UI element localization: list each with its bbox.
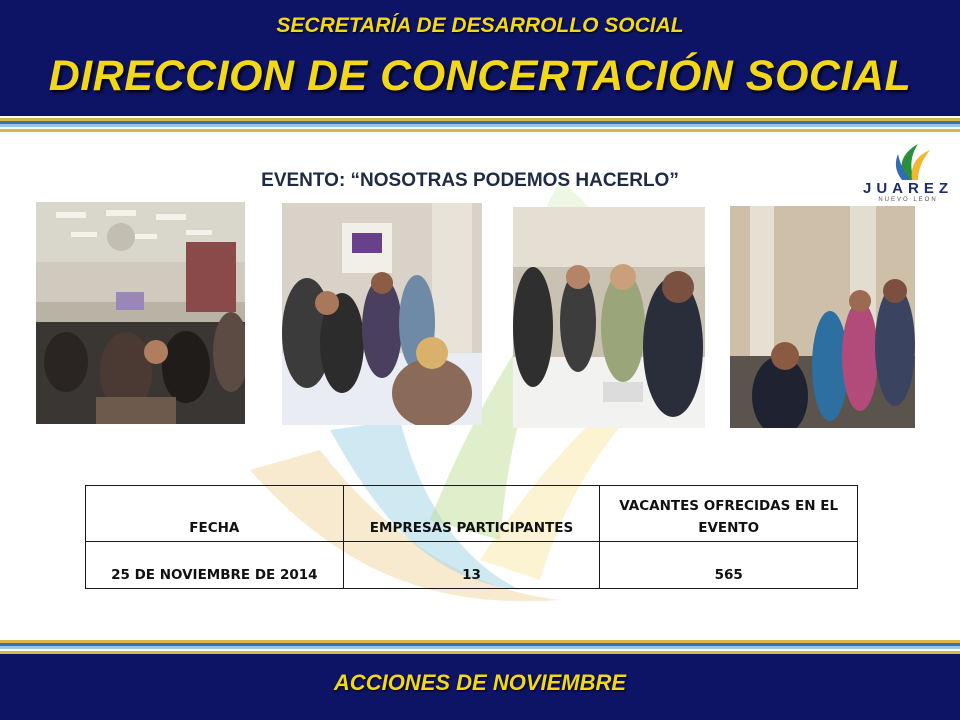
header-vacantes: VACANTES OFRECIDAS EN EL EVENTO [600,486,858,542]
summary-table [85,485,858,589]
event-title: EVENTO: “NOSOTRAS PODEMOS HACERLO” [261,170,679,191]
footer-banner [0,654,960,720]
header-banner [0,0,960,116]
header-empresas: EMPRESAS PARTICIPANTES [343,486,600,542]
header-stripes [0,116,960,132]
footer-title: ACCIONES DE NOVIEMBRE [333,670,627,695]
cell-fecha: 25 DE NOVIEMBRE DE 2014 [86,542,344,589]
logo-name: JUAREZ [862,180,953,197]
footer-stripes [0,640,960,654]
cell-empresas: 13 [343,542,600,589]
table-row [86,542,858,589]
women-at-tables-photo [282,203,482,425]
attendees-seated-photo [513,207,705,428]
attendees-standing-photo [730,206,915,428]
header-title: DIRECCION DE CONCERTACIÓN SOCIAL [48,52,912,100]
event-hall-photo [36,202,245,424]
header-subtitle: SECRETARÍA DE DESARROLLO SOCIAL [276,14,684,37]
table-header-row [86,486,858,542]
header-fecha: FECHA [86,486,344,542]
logo-sub: NUEVO LEON [878,197,938,203]
cell-vacantes: 565 [600,542,858,589]
